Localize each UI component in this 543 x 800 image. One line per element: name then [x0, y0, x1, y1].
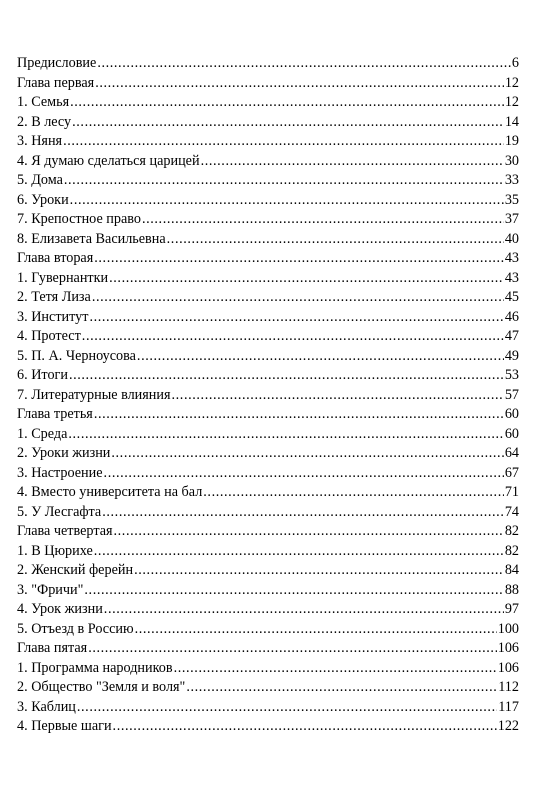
- toc-entry: [17, 366, 519, 386]
- toc-entry-page-number: 71: [504, 484, 519, 500]
- toc-entry-title: 5. П. А. Черноусова: [17, 347, 136, 364]
- dot-leader: [114, 522, 504, 542]
- dot-leader: [70, 93, 504, 113]
- dot-leader: [70, 191, 504, 211]
- dot-leader: [88, 639, 497, 659]
- toc-entry: [17, 581, 519, 601]
- toc-entry: [17, 327, 519, 347]
- dot-leader: [97, 54, 511, 74]
- toc-entry-page-number: 12: [504, 94, 519, 110]
- toc-entry-page-number: 112: [498, 679, 519, 695]
- toc-entry-title: 4. Вместо университета на бал: [17, 484, 203, 500]
- toc-entry-title: Предисловие: [17, 55, 97, 71]
- dot-leader: [134, 561, 504, 581]
- toc-entry-page-number: 14: [504, 113, 519, 130]
- toc-entry: [17, 483, 519, 503]
- toc-entry: [17, 717, 519, 737]
- toc-entry-page-number: 47: [504, 328, 519, 344]
- toc-entry-title: 2. Женский ферейн: [17, 562, 134, 578]
- toc-entry: [17, 308, 519, 328]
- toc-entry: [17, 561, 519, 581]
- dot-leader: [94, 405, 504, 425]
- toc-entry-title: Глава третья: [17, 406, 93, 422]
- toc-entry-page-number: 19: [504, 133, 519, 149]
- toc-entry-page-number: 100: [497, 620, 519, 637]
- toc-entry: [17, 503, 519, 523]
- toc-entry: [17, 678, 519, 698]
- toc-entry-page-number: 60: [504, 406, 519, 422]
- toc-entry: [17, 425, 519, 445]
- toc-entry-page-number: 46: [504, 308, 519, 325]
- toc-entry-title: 2. Общество "Земля и воля": [17, 679, 186, 695]
- dot-leader: [104, 464, 504, 484]
- toc-entry-title: 3. Настроение: [17, 464, 103, 481]
- dot-leader: [135, 620, 497, 640]
- toc-entry: [17, 620, 519, 640]
- dot-leader: [89, 308, 503, 328]
- toc-entry-page-number: 74: [504, 503, 519, 520]
- toc-entry-page-number: 106: [497, 659, 519, 676]
- dot-leader: [64, 171, 504, 191]
- dot-leader: [92, 288, 504, 308]
- dot-leader: [111, 444, 503, 464]
- toc-entry-title: Глава пятая: [17, 640, 88, 656]
- toc-entry-title: 4. Урок жизни: [17, 601, 103, 617]
- toc-entry-page-number: 122: [497, 718, 519, 734]
- dot-leader: [72, 113, 504, 133]
- toc-entry: [17, 269, 519, 289]
- toc-entry: [17, 113, 519, 133]
- toc-entry-title: Глава первая: [17, 74, 95, 91]
- toc-entry-title: 4. Я думаю сделаться царицей: [17, 152, 200, 169]
- toc-entry-title: Глава вторая: [17, 250, 94, 266]
- toc-entry-title: 2. В лесу: [17, 113, 72, 130]
- toc-entry: [17, 210, 519, 230]
- toc-entry: [17, 698, 519, 718]
- toc-entry: [17, 54, 519, 74]
- toc-entry-title: 1. Гувернантки: [17, 269, 109, 286]
- dot-leader: [69, 366, 504, 386]
- dot-leader: [94, 542, 504, 562]
- table-of-contents: [17, 54, 519, 737]
- toc-entry-page-number: 35: [504, 191, 519, 208]
- toc-entry-page-number: 40: [504, 230, 519, 247]
- toc-entry: [17, 444, 519, 464]
- toc-entry: [17, 93, 519, 113]
- toc-entry-page-number: 117: [498, 698, 519, 715]
- toc-entry-page-number: 67: [504, 464, 519, 481]
- toc-entry-title: 2. Тетя Лиза: [17, 289, 91, 305]
- toc-entry-page-number: 97: [504, 601, 519, 617]
- dot-leader: [102, 503, 504, 523]
- toc-entry-page-number: 84: [504, 562, 519, 578]
- toc-entry-title: 6. Уроки: [17, 191, 69, 208]
- dot-leader: [94, 249, 504, 269]
- toc-entry-title: 1. Среда: [17, 425, 68, 442]
- dot-leader: [142, 210, 504, 230]
- toc-entry-page-number: 45: [504, 289, 519, 305]
- toc-entry: [17, 249, 519, 269]
- toc-entry-title: 5. У Лесгафта: [17, 503, 102, 520]
- toc-entry: [17, 74, 519, 94]
- dot-leader: [82, 327, 504, 347]
- toc-entry-page-number: 60: [504, 425, 519, 442]
- toc-entry-page-number: 12: [504, 74, 519, 91]
- toc-entry-title: 7. Крепостное право: [17, 211, 141, 227]
- dot-leader: [172, 386, 504, 406]
- dot-leader: [63, 132, 504, 152]
- toc-entry-title: 3. Институт: [17, 308, 89, 325]
- toc-entry-page-number: 30: [504, 152, 519, 169]
- toc-entry-title: 6. Итоги: [17, 367, 68, 383]
- toc-entry-title: 4. Первые шаги: [17, 718, 112, 734]
- toc-entry-title: Глава четвертая: [17, 523, 113, 539]
- dot-leader: [113, 717, 497, 737]
- toc-entry: [17, 639, 519, 659]
- toc-entry-page-number: 33: [504, 172, 519, 188]
- toc-entry-title: 1. В Цюрихе: [17, 542, 93, 559]
- toc-entry-page-number: 88: [504, 581, 519, 598]
- toc-entry-page-number: 82: [504, 523, 519, 539]
- toc-entry: [17, 191, 519, 211]
- dot-leader: [109, 269, 504, 289]
- dot-leader: [201, 152, 504, 172]
- dot-leader: [137, 347, 504, 367]
- toc-entry-page-number: 106: [497, 640, 519, 656]
- toc-entry: [17, 405, 519, 425]
- toc-entry-page-number: 43: [504, 250, 519, 266]
- toc-entry-page-number: 64: [504, 445, 519, 461]
- toc-entry: [17, 542, 519, 562]
- toc-entry-title: 8. Елизавета Васильевна: [17, 230, 166, 247]
- toc-entry-title: 7. Литературные влияния: [17, 386, 171, 403]
- toc-entry-page-number: 37: [504, 211, 519, 227]
- toc-entry-page-number: 43: [504, 269, 519, 286]
- toc-entry: [17, 600, 519, 620]
- toc-entry: [17, 171, 519, 191]
- toc-entry-page-number: 57: [504, 386, 519, 403]
- dot-leader: [68, 425, 503, 445]
- toc-entry: [17, 659, 519, 679]
- toc-entry-page-number: 6: [511, 55, 519, 71]
- toc-entry: [17, 230, 519, 250]
- toc-entry-title: 1. Семья: [17, 94, 70, 110]
- toc-entry-title: 3. "Фричи": [17, 581, 84, 598]
- toc-entry-title: 5. Отъезд в Россию: [17, 620, 134, 637]
- toc-entry: [17, 386, 519, 406]
- toc-entry: [17, 522, 519, 542]
- toc-entry: [17, 152, 519, 172]
- dot-leader: [186, 678, 497, 698]
- toc-entry-title: 2. Уроки жизни: [17, 445, 111, 461]
- toc-entry-page-number: 49: [504, 347, 519, 364]
- dot-leader: [104, 600, 504, 620]
- toc-entry-page-number: 82: [504, 542, 519, 559]
- toc-entry: [17, 288, 519, 308]
- toc-entry-title: 1. Программа народников: [17, 659, 173, 676]
- dot-leader: [203, 483, 504, 503]
- dot-leader: [174, 659, 497, 679]
- toc-entry-title: 4. Протест: [17, 328, 81, 344]
- toc-entry-title: 3. Няня: [17, 133, 63, 149]
- toc-entry: [17, 464, 519, 484]
- dot-leader: [84, 581, 503, 601]
- dot-leader: [77, 698, 497, 718]
- toc-entry-title: 5. Дома: [17, 172, 63, 188]
- toc-entry-page-number: 53: [504, 367, 519, 383]
- dot-leader: [167, 230, 504, 250]
- toc-entry-title: 3. Каблиц: [17, 698, 76, 715]
- dot-leader: [95, 74, 504, 94]
- toc-entry: [17, 347, 519, 367]
- toc-entry: [17, 132, 519, 152]
